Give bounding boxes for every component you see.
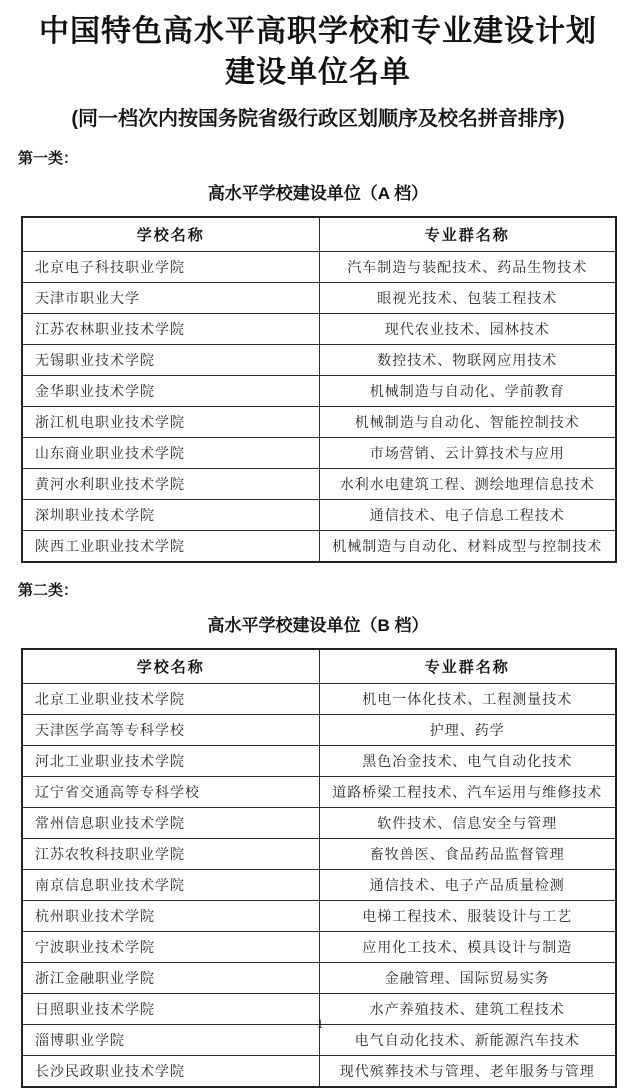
category-label-second: 第二类： <box>18 582 79 599</box>
table-row <box>22 808 616 839</box>
school-name-cell: 杭州职业技术学院 <box>22 901 319 932</box>
table-header-row <box>22 649 616 684</box>
school-name-cell: 天津医学高等专科学校 <box>22 715 319 746</box>
major-group-cell: 软件技术、信息安全与管理 <box>319 808 616 839</box>
table-row <box>22 901 616 932</box>
table-row <box>22 438 616 469</box>
school-name-cell: 北京电子科技职业学院 <box>22 252 319 283</box>
major-group-cell: 通信技术、电子产品质量检测 <box>319 870 616 901</box>
category-label-first: 第一类： <box>18 150 79 167</box>
major-group-cell: 机械制造与自动化、学前教育 <box>319 376 616 407</box>
school-name-cell: 河北工业职业技术学院 <box>22 746 319 777</box>
school-name-cell: 陕西工业职业技术学院 <box>22 531 319 563</box>
column-header-major-group: 专业群名称 <box>319 649 616 684</box>
major-group-cell: 水利水电建筑工程、测绘地理信息技术 <box>319 469 616 500</box>
major-group-cell: 数控技术、物联网应用技术 <box>319 345 616 376</box>
table-row <box>22 839 616 870</box>
school-name-cell: 南京信息职业技术学院 <box>22 870 319 901</box>
major-group-cell: 通信技术、电子信息工程技术 <box>319 500 616 531</box>
major-group-cell: 道路桥梁工程技术、汽车运用与维修技术 <box>319 777 616 808</box>
major-group-cell: 汽车制造与装配技术、药品生物技术 <box>319 252 616 283</box>
table-row <box>22 870 616 901</box>
table-row <box>22 314 616 345</box>
table-title-tier-b: 高水平学校建设单位（B 档） <box>207 616 429 635</box>
major-group-cell: 市场营销、云计算技术与应用 <box>319 438 616 469</box>
major-group-cell: 眼视光技术、包装工程技术 <box>319 283 616 314</box>
table-row <box>22 500 616 531</box>
school-name-cell: 浙江金融职业学院 <box>22 963 319 994</box>
table-row <box>22 777 616 808</box>
table-row <box>22 932 616 963</box>
title-line-2: 建设单位名单 <box>225 55 411 89</box>
table-row <box>22 531 616 563</box>
table-row <box>22 407 616 438</box>
major-group-cell: 机械制造与自动化、材料成型与控制技术 <box>319 531 616 563</box>
school-name-cell: 深圳职业技术学院 <box>22 500 319 531</box>
school-name-cell: 江苏农牧科技职业学院 <box>22 839 319 870</box>
table-row <box>22 283 616 314</box>
school-table-tier-a <box>21 216 617 563</box>
major-group-cell: 机电一体化技术、工程测量技术 <box>319 684 616 715</box>
school-name-cell: 日照职业技术学院 <box>22 994 319 1025</box>
table-row <box>22 963 616 994</box>
school-name-cell: 浙江机电职业技术学院 <box>22 407 319 438</box>
title-line-1: 中国特色高水平高职学校和专业建设计划 <box>39 15 597 48</box>
major-group-cell: 黑色冶金技术、电气自动化技术 <box>319 746 616 777</box>
school-name-cell: 天津市职业大学 <box>22 283 319 314</box>
major-group-cell: 电梯工程技术、服装设计与工艺 <box>319 901 616 932</box>
major-group-cell: 机械制造与自动化、智能控制技术 <box>319 407 616 438</box>
school-name-cell: 无锡职业技术学院 <box>22 345 319 376</box>
major-group-cell: 护理、药学 <box>319 715 616 746</box>
table-row <box>22 715 616 746</box>
table-row <box>22 252 616 283</box>
school-name-cell: 长沙民政职业技术学院 <box>22 1056 319 1088</box>
document-title <box>18 12 618 93</box>
table-title-tier-a: 高水平学校建设单位（A 档） <box>207 184 429 203</box>
school-name-cell: 江苏农林职业技术学院 <box>22 314 319 345</box>
school-name-cell: 北京工业职业技术学院 <box>22 684 319 715</box>
column-header-major-group: 专业群名称 <box>319 217 616 252</box>
school-name-cell: 山东商业职业技术学院 <box>22 438 319 469</box>
table-row <box>22 684 616 715</box>
school-name-cell: 辽宁省交通高等专科学校 <box>22 777 319 808</box>
column-header-school-name: 学校名称 <box>22 217 319 252</box>
table-row <box>22 469 616 500</box>
school-name-cell: 黄河水利职业技术学院 <box>22 469 319 500</box>
major-group-cell: 现代殡葬技术与管理、老年服务与管理 <box>319 1056 616 1088</box>
document-subtitle: (同一档次内按国务院省级行政区划顺序及校名拼音排序) <box>71 108 565 130</box>
table-row <box>22 746 616 777</box>
page-number: 1 <box>316 1016 324 1031</box>
major-group-cell: 应用化工技术、模具设计与制造 <box>319 932 616 963</box>
major-group-cell: 电气自动化技术、新能源汽车技术 <box>319 1025 616 1056</box>
table-header-row <box>22 217 616 252</box>
school-name-cell: 淄博职业学院 <box>22 1025 319 1056</box>
school-name-cell: 金华职业技术学院 <box>22 376 319 407</box>
school-name-cell: 常州信息职业技术学院 <box>22 808 319 839</box>
major-group-cell: 金融管理、国际贸易实务 <box>319 963 616 994</box>
column-header-school-name: 学校名称 <box>22 649 319 684</box>
major-group-cell: 畜牧兽医、食品药品监督管理 <box>319 839 616 870</box>
major-group-cell: 水产养殖技术、建筑工程技术 <box>319 994 616 1025</box>
table-row <box>22 345 616 376</box>
table-row <box>22 1056 616 1088</box>
major-group-cell: 现代农业技术、园林技术 <box>319 314 616 345</box>
table-row <box>22 376 616 407</box>
school-name-cell: 宁波职业技术学院 <box>22 932 319 963</box>
